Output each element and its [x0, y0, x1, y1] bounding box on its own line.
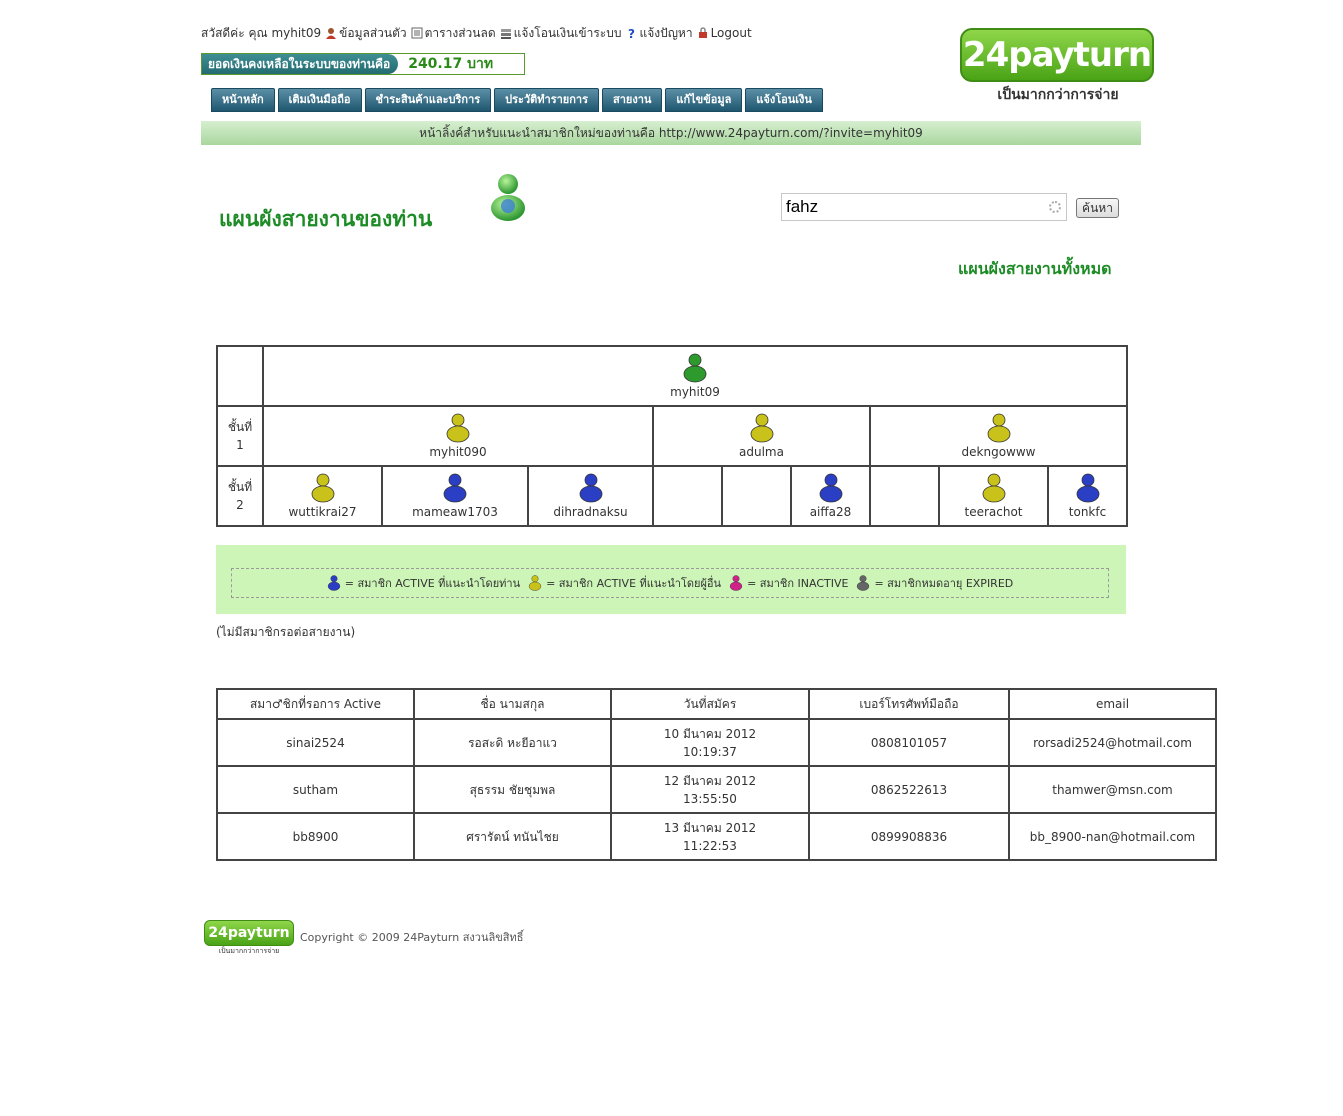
tree-node-content — [654, 413, 869, 459]
tree-node-content — [529, 473, 652, 519]
cell-phone: 0899908836 — [809, 813, 1009, 860]
cell-email: bb_8900-nan@hotmail.com — [1009, 813, 1216, 860]
level-1-label — [217, 406, 263, 466]
tree-node-name[interactable]: mameaw1703 — [412, 505, 498, 519]
footer-logo[interactable] — [204, 920, 294, 954]
no-waiting-members-note: (ไม่มีสมาชิกรอต่อสายงาน) — [216, 625, 356, 639]
member-gray-icon — [856, 574, 870, 592]
level-2-label-num: 2 — [236, 498, 244, 512]
cell-date: 12 มีนาคม 2012 — [663, 773, 757, 788]
tree-node-name[interactable]: myhit09 — [670, 385, 720, 399]
tab-home[interactable]: หน้าหลัก — [211, 88, 275, 112]
member-yellow-icon[interactable] — [749, 413, 775, 443]
logout-link-label: Logout — [710, 26, 752, 40]
member-blue-icon — [327, 574, 341, 592]
discount-table-link[interactable] — [411, 24, 496, 43]
tree-node-name[interactable]: aiffa28 — [809, 505, 852, 519]
logout-link[interactable] — [697, 26, 752, 40]
member-blue-icon[interactable] — [1075, 473, 1101, 503]
cell-date: 10 มีนาคม 2012 — [663, 726, 757, 741]
member-yellow-icon[interactable] — [445, 413, 471, 443]
tab-transfer-notify[interactable]: แจ้งโอนเงิน — [745, 88, 823, 112]
profile-link-label: ข้อมูลส่วนตัว — [339, 25, 407, 40]
balance-box — [201, 53, 525, 75]
cell-signup-date — [611, 813, 809, 860]
profile-link[interactable] — [325, 24, 406, 43]
cell-date: 13 มีนาคม 2012 — [663, 820, 757, 835]
tree-node-name[interactable]: adulma — [739, 445, 784, 459]
legend-text: = สมาชิก ACTIVE ที่แนะนำโดยผู้อื่น — [546, 577, 722, 590]
cell-username: sutham — [217, 766, 414, 813]
tree-node — [382, 466, 528, 526]
tab-network[interactable]: สายงาน — [602, 88, 662, 112]
tree-node — [939, 466, 1048, 526]
loading-spinner-icon — [1049, 201, 1061, 213]
tree-node — [870, 466, 939, 526]
footer-logo-brand: 24payturn — [208, 925, 290, 941]
tree-node — [653, 406, 870, 466]
table-icon — [411, 27, 423, 39]
cell-fullname: ศรารัตน์ ทนันไชย — [414, 813, 611, 860]
tree-node-content — [264, 473, 381, 519]
member-blue-icon[interactable] — [578, 473, 604, 503]
cell-phone: 0808101057 — [809, 719, 1009, 766]
level-2-label — [217, 466, 263, 526]
tree-node — [263, 466, 382, 526]
legend-item-active-other — [528, 574, 721, 592]
logo-tagline: เป็นมากกว่าการจ่าย — [997, 87, 1119, 103]
legend-panel — [216, 545, 1126, 614]
tree-node-name[interactable]: dihradnaksu — [553, 505, 628, 519]
tree-corner-cell — [217, 346, 263, 406]
tree-node-name[interactable]: teerachot — [964, 505, 1023, 519]
member-yellow-icon — [528, 574, 542, 592]
col-header-email: email — [1009, 689, 1216, 719]
tree-node-name[interactable]: dekngowww — [961, 445, 1036, 459]
legend-item-inactive — [729, 574, 848, 592]
all-network-chart-link[interactable]: แผนผังสายงานทั้งหมด — [958, 259, 1112, 278]
cell-time: 10:19:37 — [683, 744, 737, 759]
report-problem-link[interactable] — [625, 24, 692, 43]
level-1-label-text: ชั้นที่ — [227, 420, 253, 434]
tree-node — [870, 406, 1127, 466]
legend-text: = สมาชิก ACTIVE ที่แนะนำโดยท่าน — [344, 577, 521, 590]
table-row — [217, 719, 1216, 766]
tab-bill-payment[interactable]: ชำระสินค้าและบริการ — [365, 88, 492, 112]
cell-time: 13:55:50 — [683, 791, 737, 806]
footer-logo-tagline: เป็นมากกว่าการจ่าย — [218, 947, 280, 955]
network-person-icon — [487, 172, 529, 222]
pending-members-table — [216, 688, 1217, 861]
tree-node — [1048, 466, 1127, 526]
member-yellow-icon[interactable] — [310, 473, 336, 503]
invite-link-bar[interactable]: หน้าลิ้งค์สำหรับแนะนำสมาชิกใหม่ของท่านคือ http://www.24payturn.com/?invite=myhit09 — [201, 121, 1141, 145]
svg-text:?: ? — [628, 27, 636, 39]
member-pink-icon — [729, 574, 743, 592]
cell-email: rorsadi2524@hotmail.com — [1009, 719, 1216, 766]
tree-node-content — [792, 473, 869, 519]
level-2-label-text: ชั้นที่ — [227, 480, 253, 494]
cell-fullname: รอสะดิ หะยีอาแว — [414, 719, 611, 766]
table-row — [217, 766, 1216, 813]
transfer-icon — [500, 27, 512, 39]
tree-node-content — [264, 413, 652, 459]
discount-table-link-label: ตารางส่วนลด — [424, 25, 496, 40]
cell-email: thamwer@msn.com — [1009, 766, 1216, 813]
tree-node-name[interactable]: tonkfc — [1068, 505, 1107, 519]
cell-phone: 0862522613 — [809, 766, 1009, 813]
tree-node-content — [871, 413, 1126, 459]
transfer-notify-link[interactable] — [500, 24, 622, 43]
report-problem-link-label: แจ้งปัญหา — [639, 25, 693, 40]
cell-username: bb8900 — [217, 813, 414, 860]
tree-node-content — [1049, 473, 1126, 519]
tree-node — [263, 406, 653, 466]
legend-item-expired — [856, 574, 1013, 592]
col-header-fullname: ชื่อ นามสกุล — [414, 689, 611, 719]
lock-icon — [697, 27, 709, 39]
help-icon — [625, 27, 637, 39]
legend — [231, 568, 1109, 598]
logo-brand: 24payturn — [962, 35, 1152, 75]
tree-node — [528, 466, 653, 526]
tree-node-name[interactable]: wuttikrai27 — [288, 505, 357, 519]
balance-label: ยอดเงินคงเหลือในระบบของท่านคือ — [202, 54, 398, 74]
col-header-phone: เบอร์โทรศัพท์มือถือ — [809, 689, 1009, 719]
cell-username: sinai2524 — [217, 719, 414, 766]
level-1-label-num: 1 — [236, 438, 244, 452]
cell-signup-date — [611, 719, 809, 766]
legend-item-active-own — [327, 574, 520, 592]
tree-node-name[interactable]: myhit090 — [429, 445, 487, 459]
member-blue-icon[interactable] — [818, 473, 844, 503]
cell-signup-date — [611, 766, 809, 813]
greeting: สวัสดีค่ะ คุณ myhit09 — [201, 25, 322, 40]
top-bar — [201, 24, 752, 42]
user-icon — [325, 27, 337, 39]
tab-history[interactable]: ประวัติทำรายการ — [494, 88, 599, 112]
search-button[interactable]: ค้นหา — [1076, 198, 1119, 218]
member-blue-icon[interactable] — [442, 473, 468, 503]
col-header-username: สมา♂ชิกที่รอการ Active — [217, 689, 414, 719]
main-nav — [211, 88, 823, 112]
tree-node — [722, 466, 791, 526]
balance-amount: 240.17 บาท — [408, 56, 494, 72]
site-logo[interactable] — [960, 28, 1156, 106]
transfer-notify-link-label: แจ้งโอนเงินเข้าระบบ — [513, 25, 622, 40]
tree-node — [791, 466, 870, 526]
cell-fullname: สุธรรม ชัยชุมพล — [414, 766, 611, 813]
legend-text: = สมาชิกหมดอายุ EXPIRED — [874, 577, 1014, 590]
search-input[interactable] — [781, 193, 1067, 221]
tree-root-cell — [263, 346, 1127, 406]
member-green-icon[interactable] — [682, 353, 708, 383]
cell-time: 11:22:53 — [683, 838, 737, 853]
legend-text: = สมาชิก INACTIVE — [747, 577, 849, 590]
tree-node — [653, 466, 722, 526]
col-header-signup-date: วันที่สมัคร — [611, 689, 809, 719]
table-row — [217, 813, 1216, 860]
page-title: แผนผังสายงานของท่าน — [219, 207, 433, 231]
member-yellow-icon[interactable] — [986, 413, 1012, 443]
tab-mobile-topup[interactable]: เติมเงินมือถือ — [278, 88, 362, 112]
copyright-text: Copyright © 2009 24Payturn สงวนลิขสิทธิ์ — [300, 931, 524, 944]
network-tree-table — [216, 345, 1128, 527]
tab-edit-profile[interactable]: แก้ไขข้อมูล — [665, 88, 742, 112]
tree-node-content — [383, 473, 527, 519]
member-yellow-icon[interactable] — [981, 473, 1007, 503]
tree-node-content — [940, 473, 1047, 519]
